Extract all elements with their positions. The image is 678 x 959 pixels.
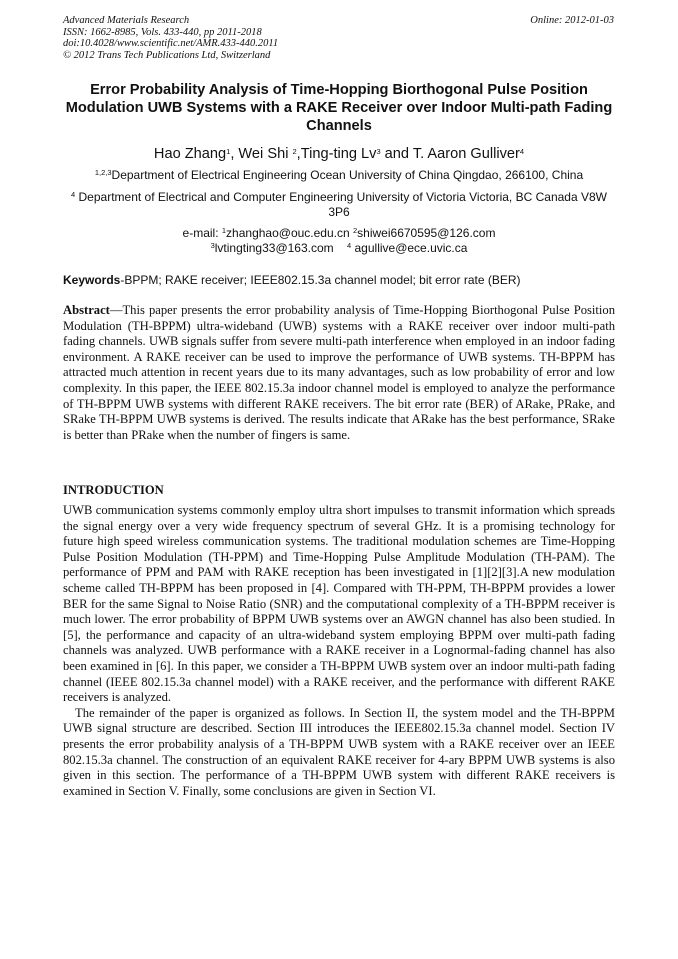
author-sup: 2	[292, 147, 297, 156]
keywords-text: -BPPM; RAKE receiver; IEEE802.15.3a channel model; bit error rate (BER)	[120, 273, 521, 287]
author-sep: and	[380, 146, 413, 162]
author-sep: ,	[230, 146, 239, 162]
affiliation-sup: 4	[71, 190, 76, 199]
email-sup: 4	[347, 240, 352, 250]
paper-title: Error Probability Analysis of Time-Hopping Biorthogonal Pulse Position Modulation UWB Systems with a RAKE Receiver over Indoor Multi-path Fading Channels	[65, 82, 613, 134]
section-heading-introduction: INTRODUCTION	[63, 483, 164, 497]
abstract-label: Abstract	[63, 303, 110, 317]
paragraph: UWB communication systems commonly employ ultra short impulses to transmit information which spreads the signal energy over a very wide frequency spectrum of several GHz. It is a promising technology for future high speed wireless communication systems. The traditional modulation schemes are Time-Hopping Pulse Position Modulation (TH-PPM) and Time-Hopping Pulse Amplitude Modulation (TH-PAM). The performance of PPM and PAM with RAKE reception has been investigated in [1][2][3].A new modulation scheme called TH-BPPM has been proposed in [4]. Compared with TH-PPM, TH-BPPM provides a lower BER for the same Signal to Noise Ratio (SNR) and the computational complexity of a TH-BPPM receiver is much lower. The error probability of BPPM UWB systems over an AWGN channel has also been studied. In [5], the performance and capacity of an ultra-wideband system employing BPPM over multi-path fading channels was analyzed. UWB performance with a RAKE receiver in a Lognormal-fading channel has also been examined in [6]. In this paper, we consider a TH-BPPM UWB system over an indoor multi-path fading channel (IEEE 802.15.3a channel model) with a RAKE receiver, and the performance with different RAKE receivers is analyzed.	[63, 503, 615, 705]
email-link[interactable]: lvtingting33@163.com	[214, 240, 347, 255]
journal-issn: ISSN: 1662-8985, Vols. 433-440, pp 2011-2018	[63, 26, 262, 38]
author-sep: ,	[296, 146, 301, 162]
author-name: Wei Shi	[238, 146, 293, 162]
introduction-body	[63, 503, 615, 799]
paragraph: The remainder of the paper is organized as follows. In Section II, the system model and the TH-BPPM UWB signal structure are described. Section III introduces the IEEE802.15.3a channel model. Section IV presents the error probability analysis of a TH-BPPM UWB system with a RAKE receiver over an IEEE 802.15.3a channel. The construction of an equivalent RAKE receiver for 4-ary BPPM UWB systems is also given in this section. The performance of a TH-BPPM UWB system with different RAKE receivers is examined in Section V. Finally, some conclusions are given in Section VI.	[63, 705, 615, 798]
email-label: e-mail:	[182, 226, 222, 240]
affiliation-text: Department of Electrical and Computer Engineering University of Victoria Victoria, BC Canada V8W 3P6	[75, 190, 607, 219]
email-link[interactable]: zhanghao@ouc.edu.cn	[226, 226, 353, 240]
journal-name: Advanced Materials Research	[63, 15, 190, 26]
affiliation-sup: 1,2,3	[94, 168, 112, 177]
affiliation-1	[63, 168, 615, 182]
author-sup: 3	[376, 147, 381, 156]
journal-header	[63, 15, 278, 61]
author-sup: 1	[226, 147, 231, 156]
email-sup: 2	[353, 226, 358, 235]
affiliation-2	[63, 190, 615, 219]
email-block	[63, 226, 615, 255]
author-list	[63, 145, 615, 163]
email-line-1	[63, 226, 615, 241]
author-sup: 4	[519, 147, 525, 156]
author-name: Ting-ting Lv	[300, 146, 377, 162]
keywords-label: Keywords	[63, 273, 121, 287]
email-link[interactable]: agullive@ece.uvic.ca	[351, 240, 468, 255]
abstract	[63, 303, 615, 443]
author-name: T. Aaron Gulliver	[412, 146, 520, 162]
journal-doi: doi:10.4028/www.scientific.net/AMR.433-440.2011	[63, 38, 279, 49]
email-link[interactable]: shiwei6670595@126.com	[357, 226, 496, 240]
email-sup: 3	[210, 240, 215, 250]
journal-copyright: © 2012 Trans Tech Publications Ltd, Switzerland	[63, 49, 271, 61]
abstract-text: —This paper presents the error probability analysis of Time-Hopping Biorthogonal Pulse Position Modulation (TH-BPPM) ultra-wideband (UWB) systems with a RAKE receiver over indoor multi-path fading channels. UWB signals suffer from severe multi-path interference when employed in an indoor fading environment. A RAKE receiver can be used to improve the performance of UWB systems. TH-BPPM has attracted much attention in recent years due to its many advantages, such as low probability of error and low complexity. In this paper, the IEEE 802.15.3a indoor channel model is employed to analyze the performance of TH-BPPM UWB systems with different RAKE receivers. The bit error rate (BER) of ARake, PRake, and SRake TH-BPPM UWB systems is derived. The results indicate that ARake has the best performance, SRake is better than PRake when the number of fingers is same.	[63, 303, 615, 442]
affiliation-text: Department of Electrical Engineering Ocean University of China Qingdao, 266100, China	[111, 168, 584, 182]
email-sup: 1	[221, 226, 227, 235]
author-name: Hao Zhang	[153, 146, 227, 162]
keywords	[63, 273, 615, 287]
online-date: Online: 2012-01-03	[530, 15, 614, 26]
email-line-2	[63, 241, 615, 256]
